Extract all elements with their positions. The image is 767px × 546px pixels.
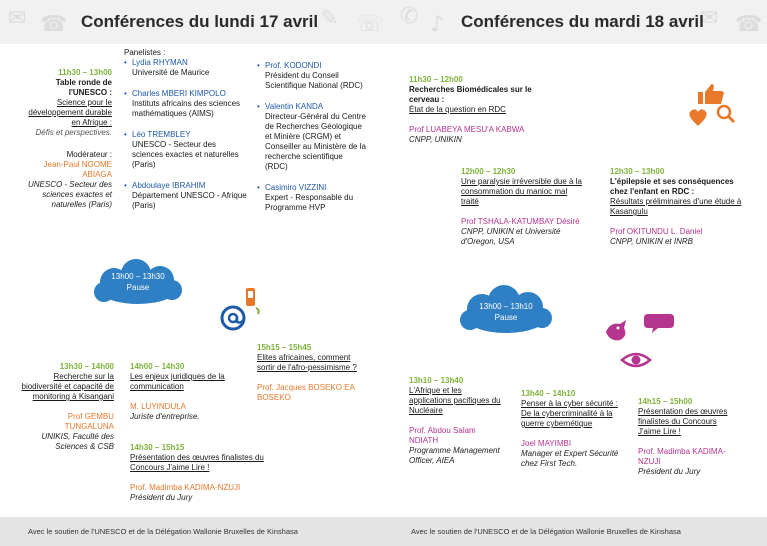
panelist-item <box>257 61 367 91</box>
bird-icon <box>600 310 680 372</box>
session-speaker: M. LUYINDULA <box>130 402 187 411</box>
session-title: Une paralysie irréversible due à la consommation du manioc mal traité <box>461 177 582 206</box>
session-speaker: Prof. Jacques BOSEKO EA BOSEKO <box>257 383 355 402</box>
decor-icon: ✉ <box>8 6 27 31</box>
panelist-item <box>124 181 249 211</box>
session-tagline: Défis et perspectives. <box>35 128 112 137</box>
session-affiliation: UNIKIS, Faculté des Sciences & CSB <box>41 432 114 451</box>
thumbs-up-icon <box>684 78 746 138</box>
panelist-name: • Léo TREMBLEY <box>132 130 191 139</box>
panelists-column-1 <box>124 48 249 211</box>
decor-icon: ✉ <box>700 6 719 31</box>
pause-cloud-right <box>456 284 556 340</box>
session-book-contest-left <box>130 443 300 503</box>
session-affiliation: CNPP, UNIKIN et INRB <box>610 237 693 246</box>
decor-icon: ✆ <box>400 4 419 29</box>
session-affiliation: Président du Jury <box>130 493 193 502</box>
pause-label: Pause <box>494 313 518 322</box>
panelist-name: • Valentin KANDA <box>265 102 324 111</box>
panelist-name: • Prof. KODONDI <box>265 61 322 70</box>
session-title: Les enjeux juridiques de la communication <box>130 372 225 391</box>
session-subtitle: État de la question en RDC <box>409 105 506 114</box>
session-affiliation: CNPP, UNIKIN et Université d'Oregon, USA <box>461 227 561 246</box>
session-speaker: Prof. Abdou Salam NDIATH <box>409 426 476 445</box>
session-time: 11h30 – 13h00 <box>58 68 112 77</box>
panelist-affiliation: UNESCO - Secteur des sciences exactes et naturelles (Paris) <box>132 140 239 169</box>
left-page-title: Conférences du lundi 17 avril <box>81 12 319 31</box>
decor-icon: ♪ <box>430 12 445 37</box>
decor-icon: ☏ <box>356 12 384 37</box>
magnifier-icon <box>724 112 725 113</box>
session-affiliation: Manager et Expert Sécurité chez First Tech. <box>521 449 619 468</box>
footer-left: Avec le soutien de l'UNESCO et de la Délégation Wallonie Bruxelles de Kinshasa <box>28 527 298 536</box>
pause-label: Pause <box>126 283 150 292</box>
pause-time: 13h00 – 13h30 <box>111 272 165 281</box>
session-title: Elites africaines, comment sortir de l'afro-pessimisme ? <box>257 353 357 372</box>
panelist-affiliation: Expert - Responsable du Programme HVP <box>265 193 354 212</box>
moderator-name: Jean-Paul NGOME ABIAGA <box>43 160 112 179</box>
session-title: Présentation des œuvres finalistes du Concours J'aime Lire ! <box>638 407 728 436</box>
pause-time: 13h00 – 13h10 <box>479 302 533 311</box>
session-affiliation: Programme Management Officer, AIEA <box>409 446 500 465</box>
right-page-title: Conférences du mardi 18 avril <box>461 12 704 31</box>
session-time: 14h15 – 15h00 <box>638 397 693 406</box>
session-time: 13h40 – 14h10 <box>521 389 576 398</box>
session-title: Recherche sur la biodiversité et capacité de monitoring à Kisangani <box>21 372 114 401</box>
panelist-item <box>124 89 249 119</box>
session-title: L'Afrique et les applications pacifiques du Nucléaire <box>409 386 501 415</box>
session-title: Présentation des œuvres finalistes du Concours J'aime Lire ! <box>130 453 264 472</box>
session-time: 13h30 – 14h00 <box>59 362 114 371</box>
panelist-name: • Casimiro VIZZINI <box>265 183 327 192</box>
panelist-affiliation: Directeur-Général du Centre de Recherches Géologique et Minière (CRGM) et Conseiller au Ministère de la recherche scientifique (RDC) <box>265 112 366 171</box>
session-title: L'épilepsie et ses conséquences chez l'enfant en RDC : <box>610 177 734 196</box>
panelist-affiliation: Instituts africains des sciences mathématiques (AIMS) <box>132 99 241 118</box>
session-speaker: Joel MAYIMBI <box>521 439 572 448</box>
panelist-name: • Lydia RHYMAN <box>132 58 188 67</box>
session-brain-research <box>409 75 559 145</box>
panelist-affiliation: Département UNESCO - Afrique (Paris) <box>132 191 247 210</box>
panelist-affiliation: Président du Conseil Scientifique National (RDC) <box>265 71 363 90</box>
moderator-affiliation: UNESCO - Secteur des sciences exactes et naturelles (Paris) <box>27 180 112 209</box>
session-epilepsy <box>610 167 745 247</box>
session-subtitle: Résultats préliminaires d'une étude à Kasangulu <box>610 197 742 216</box>
session-title: Table ronde de l'UNESCO : <box>55 78 112 97</box>
session-time: 12h30 – 13h00 <box>610 167 665 176</box>
session-speaker: Prof LUABEYA MESU'A KABWA <box>409 125 525 134</box>
session-time: 11h30 – 12h00 <box>409 75 463 84</box>
session-paralysis <box>461 167 583 247</box>
session-elites <box>257 343 357 403</box>
session-book-contest-right <box>638 397 738 477</box>
session-title: Penser à la cyber sécurité : De la cybercriminalité à la guerre cybernétique <box>521 399 618 428</box>
session-speaker: Prof OKITUNDU L. Daniel <box>610 227 703 236</box>
panelist-name: • Charles MBERI KIMPOLO <box>132 89 226 98</box>
panelists-label: Panelistes : <box>124 48 166 57</box>
footer-right: Avec le soutien de l'UNESCO et de la Délégation Wallonie Bruxelles de Kinshasa <box>411 527 681 536</box>
panelist-item <box>257 102 367 172</box>
phone-icon <box>246 288 247 289</box>
session-speaker: Prof TSHALA-KATUMBAY Désiré <box>461 217 580 226</box>
session-speaker: Prof. Madimba KADIMA-NZUJI <box>130 483 241 492</box>
panelist-affiliation: Université de Maurice <box>132 68 210 77</box>
moderator-label: Modérateur : <box>66 150 112 159</box>
panelist-name: • Abdoulaye IBRAHIM <box>132 181 206 190</box>
heart-icon <box>690 110 691 111</box>
session-nuclear <box>409 376 504 466</box>
session-time: 14h00 – 14h30 <box>130 362 185 371</box>
session-time: 15h15 – 15h45 <box>257 343 312 352</box>
session-cybersecurity <box>521 389 623 469</box>
session-time: 13h10 – 13h40 <box>409 376 464 385</box>
decor-icon: ✎ <box>320 6 339 31</box>
session-time: 12h00 – 12h30 <box>461 167 516 176</box>
decor-icon: ☎ <box>735 12 763 37</box>
opening-session <box>20 68 112 210</box>
at-sign-icon <box>220 286 262 332</box>
session-affiliation: Juriste d'entreprise. <box>130 412 200 421</box>
panelists-column-2 <box>257 61 367 213</box>
session-speaker: Prof. Madimba KADIMA-NZUJI <box>638 447 726 466</box>
session-subtitle: Science pour le développement durable en Afrique : <box>28 98 112 127</box>
panelist-item <box>124 130 249 170</box>
session-speaker: Prof GEMBU TUNGALUNA <box>64 412 114 431</box>
panelist-item <box>257 183 367 213</box>
session-affiliation: CNPP, UNIKIN <box>409 135 462 144</box>
session-affiliation: Président du Jury <box>638 467 701 476</box>
session-legal <box>130 362 248 422</box>
speech-bubble-icon <box>650 312 651 313</box>
eye-icon <box>630 356 631 357</box>
session-biodiversity <box>20 362 114 452</box>
session-title: Recherches Biomédicales sur le cerveau : <box>409 85 532 104</box>
decor-icon: ☎ <box>40 12 68 37</box>
session-time: 14h30 – 15h15 <box>130 443 185 452</box>
panelist-item <box>124 58 249 78</box>
